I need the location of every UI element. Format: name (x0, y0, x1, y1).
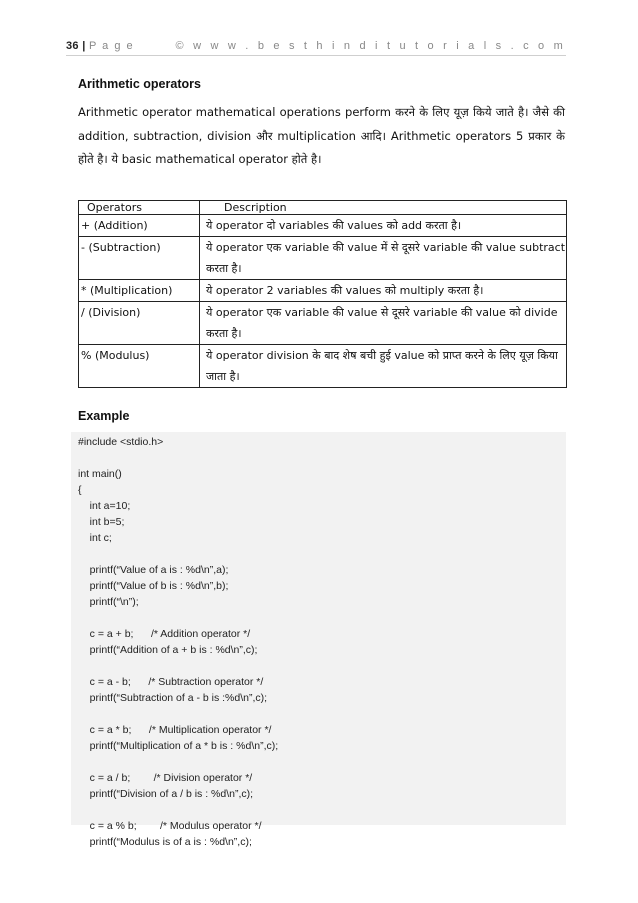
description-cell: ये operator division के बाद शेष बची हुई value को प्राप्त करने के लिए यूज़ किया जाता है। (200, 345, 567, 388)
table-row (79, 215, 567, 237)
site-copyright: © w w w . b e s t h i n d i t u t o r i a l s . c o m (175, 40, 566, 52)
header-operators: Operators (79, 201, 200, 215)
operator-cell: + (Addition) (79, 215, 200, 237)
description-cell: ये operator 2 variables की values को multiply करता है। (200, 280, 567, 302)
operator-cell: % (Modulus) (79, 345, 200, 388)
section-title: Arithmetic operators (78, 77, 201, 91)
page-number: 36 (66, 40, 79, 52)
operator-cell: * (Multiplication) (79, 280, 200, 302)
table-row (79, 302, 567, 345)
operators-table (78, 200, 567, 388)
description-cell: ये operator एक variable की value से दूसरे variable की value को divide करता है। (200, 302, 567, 345)
example-title: Example (78, 409, 130, 423)
page-number-label: 36 | P a g e (66, 40, 135, 52)
intro-sentence-2: Arithmetic operators 5 प्रकार के होते है। ये basic mathematical operator होते है। (78, 128, 565, 166)
code-block (71, 432, 566, 848)
table-row (79, 237, 567, 280)
header-divider (66, 55, 566, 56)
operator-cell: / (Division) (79, 302, 200, 345)
page-word: P a g e (88, 40, 135, 52)
description-cell: ये operator दो variables की values को add करता है। (200, 215, 567, 237)
table-row (79, 280, 567, 302)
code-listing: #include <stdio.h> int main() { int a=10; int b=5; int c; printf(“Value of a is : %d\n”,a); printf(“Value of b is : %d\n”,b); printf(“\n”); c = a + b; /* Addition operator */ printf(“Addition of a + b is : %d\n”,c); c = a - b; /* Subtraction operator */ printf(“Subtraction of a - b is :%d\n”,c); c = a * b; /* Multiplication operator */ printf(“Multiplication of a * b is : %d\n”,c); c = a / b; /* Division operator */ printf(“Division of a / b is : %d\n”,c); c = a % b; /* Modulus operator */ printf(“Modulus is of a is : %d\n”,c); (78, 436, 279, 848)
page-header (66, 40, 566, 54)
intro-sentence-1: Arithmetic operator mathematical operations perform करने के लिए यूज़ किये जाते है। जैसे की addition, subtraction, division और multiplication आदि। (78, 105, 565, 143)
operator-cell: - (Subtraction) (79, 237, 200, 280)
table-row (79, 345, 567, 388)
intro-paragraph (78, 101, 565, 172)
table-header-row (79, 201, 567, 215)
header-description: Description (200, 201, 567, 215)
description-cell: ये operator एक variable की value में से दूसरे variable की value subtract करता है। (200, 237, 567, 280)
